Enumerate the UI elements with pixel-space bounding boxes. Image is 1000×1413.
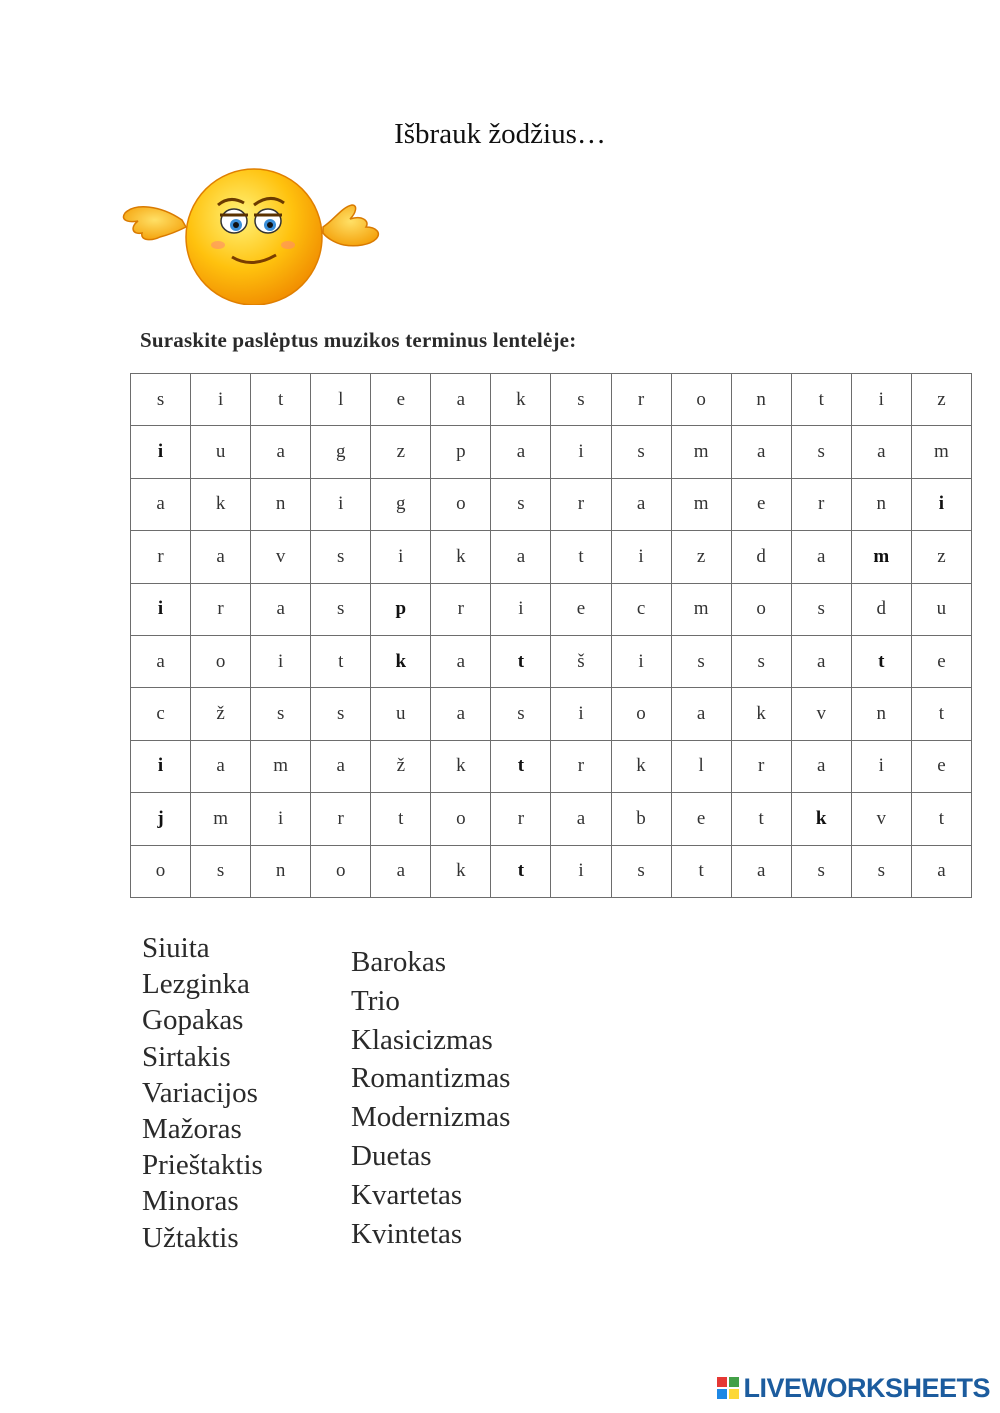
grid-cell[interactable]: a bbox=[431, 374, 491, 426]
grid-cell[interactable]: t bbox=[731, 793, 791, 845]
grid-row bbox=[131, 845, 972, 897]
liveworksheets-logo-icon bbox=[717, 1377, 739, 1399]
grid-cell[interactable]: a bbox=[131, 635, 191, 687]
grid-cell[interactable]: o bbox=[431, 793, 491, 845]
grid-cell[interactable]: t bbox=[491, 740, 551, 792]
grid-cell[interactable]: e bbox=[911, 635, 971, 687]
grid-cell[interactable]: t bbox=[251, 374, 311, 426]
grid-cell[interactable]: i bbox=[251, 793, 311, 845]
grid-cell[interactable]: s bbox=[611, 426, 671, 478]
grid-cell[interactable]: g bbox=[371, 478, 431, 530]
grid-cell[interactable]: c bbox=[131, 688, 191, 740]
grid-cell[interactable]: a bbox=[851, 426, 911, 478]
grid-row bbox=[131, 688, 972, 740]
grid-cell[interactable]: s bbox=[791, 426, 851, 478]
word-item: Sirtakis bbox=[142, 1040, 231, 1073]
grid-row bbox=[131, 740, 972, 792]
grid-cell[interactable]: k bbox=[191, 478, 251, 530]
grid-cell[interactable]: s bbox=[731, 635, 791, 687]
grid-cell[interactable]: i bbox=[611, 635, 671, 687]
word-search-grid bbox=[130, 373, 972, 898]
grid-cell[interactable]: r bbox=[551, 740, 611, 792]
grid-cell[interactable]: a bbox=[251, 583, 311, 635]
grid-cell[interactable]: l bbox=[671, 740, 731, 792]
grid-cell[interactable]: r bbox=[431, 583, 491, 635]
grid-cell[interactable]: b bbox=[611, 793, 671, 845]
grid-cell[interactable]: m bbox=[911, 426, 971, 478]
grid-cell[interactable]: a bbox=[491, 531, 551, 583]
grid-cell[interactable]: i bbox=[851, 374, 911, 426]
grid-cell[interactable]: i bbox=[551, 426, 611, 478]
grid-cell[interactable]: i bbox=[191, 374, 251, 426]
grid-cell[interactable]: i bbox=[491, 583, 551, 635]
grid-row bbox=[131, 583, 972, 635]
grid-cell[interactable]: v bbox=[791, 688, 851, 740]
grid-cell[interactable]: n bbox=[251, 478, 311, 530]
grid-cell[interactable]: a bbox=[491, 426, 551, 478]
grid-cell[interactable]: z bbox=[911, 374, 971, 426]
grid-cell[interactable]: a bbox=[551, 793, 611, 845]
grid-row bbox=[131, 426, 972, 478]
grid-cell[interactable]: i bbox=[911, 478, 971, 530]
grid-cell[interactable]: m bbox=[671, 478, 731, 530]
grid-cell[interactable]: m bbox=[671, 426, 731, 478]
grid-cell[interactable]: r bbox=[791, 478, 851, 530]
word-item: Trio bbox=[351, 984, 400, 1017]
grid-cell[interactable]: a bbox=[131, 478, 191, 530]
grid-cell[interactable]: t bbox=[551, 531, 611, 583]
grid-cell[interactable]: a bbox=[431, 635, 491, 687]
grid-cell[interactable]: s bbox=[311, 583, 371, 635]
grid-cell[interactable]: g bbox=[311, 426, 371, 478]
grid-row bbox=[131, 478, 972, 530]
grid-cell[interactable]: m bbox=[191, 793, 251, 845]
grid-cell[interactable]: a bbox=[251, 426, 311, 478]
word-item: Kvintetas bbox=[351, 1217, 463, 1250]
shrugging-emoji-image bbox=[120, 165, 385, 305]
grid-cell[interactable]: s bbox=[311, 531, 371, 583]
word-item: Gopakas bbox=[142, 1004, 244, 1037]
grid-cell[interactable]: ž bbox=[191, 688, 251, 740]
grid-cell[interactable]: s bbox=[851, 845, 911, 897]
grid-cell[interactable]: o bbox=[431, 478, 491, 530]
grid-cell[interactable]: r bbox=[611, 374, 671, 426]
grid-cell[interactable]: u bbox=[371, 688, 431, 740]
grid-cell[interactable]: n bbox=[731, 374, 791, 426]
grid-cell[interactable]: s bbox=[611, 845, 671, 897]
word-item: Romantizmas bbox=[351, 1062, 511, 1095]
grid-row bbox=[131, 374, 972, 426]
grid-cell[interactable]: z bbox=[371, 426, 431, 478]
grid-cell[interactable]: a bbox=[731, 426, 791, 478]
grid-cell[interactable]: i bbox=[131, 740, 191, 792]
grid-cell[interactable]: i bbox=[311, 478, 371, 530]
grid-cell[interactable]: n bbox=[851, 478, 911, 530]
grid-cell[interactable]: i bbox=[371, 531, 431, 583]
grid-cell[interactable]: t bbox=[791, 374, 851, 426]
word-list-column-1 bbox=[142, 930, 263, 1256]
grid-cell[interactable]: i bbox=[551, 845, 611, 897]
grid-cell[interactable]: d bbox=[851, 583, 911, 635]
grid-cell[interactable]: t bbox=[851, 635, 911, 687]
word-item: Barokas bbox=[351, 946, 447, 978]
word-item: Minoras bbox=[142, 1185, 239, 1218]
grid-cell[interactable]: m bbox=[851, 531, 911, 583]
grid-cell[interactable]: e bbox=[911, 740, 971, 792]
grid-cell[interactable]: s bbox=[251, 688, 311, 740]
grid-cell[interactable]: a bbox=[431, 688, 491, 740]
brand-name: LIVEWORKSHEETS bbox=[743, 1372, 990, 1403]
grid-cell[interactable]: s bbox=[791, 583, 851, 635]
grid-cell[interactable]: m bbox=[671, 583, 731, 635]
grid-cell[interactable]: r bbox=[311, 793, 371, 845]
grid-cell[interactable]: a bbox=[791, 531, 851, 583]
word-item: Siuita bbox=[142, 932, 210, 964]
word-item: Duetas bbox=[351, 1139, 432, 1172]
grid-cell[interactable]: r bbox=[131, 531, 191, 583]
grid-cell[interactable]: k bbox=[431, 845, 491, 897]
grid-cell[interactable]: z bbox=[911, 531, 971, 583]
grid-cell[interactable]: i bbox=[851, 740, 911, 792]
grid-cell[interactable]: k bbox=[431, 531, 491, 583]
grid-cell[interactable]: t bbox=[911, 688, 971, 740]
grid-cell[interactable]: r bbox=[491, 793, 551, 845]
grid-cell[interactable]: p bbox=[371, 583, 431, 635]
grid-cell[interactable]: a bbox=[191, 531, 251, 583]
grid-cell[interactable]: s bbox=[131, 374, 191, 426]
grid-cell[interactable]: k bbox=[791, 793, 851, 845]
grid-cell[interactable]: o bbox=[131, 845, 191, 897]
grid-cell[interactable]: š bbox=[551, 635, 611, 687]
grid-cell[interactable]: v bbox=[851, 793, 911, 845]
grid-cell[interactable]: m bbox=[251, 740, 311, 792]
word-list-column-2 bbox=[351, 943, 510, 1253]
grid-cell[interactable]: r bbox=[731, 740, 791, 792]
page-title: Išbrauk žodžius… bbox=[394, 118, 606, 150]
word-item: Užtaktis bbox=[142, 1221, 239, 1254]
grid-cell[interactable]: v bbox=[251, 531, 311, 583]
grid-cell[interactable]: a bbox=[311, 740, 371, 792]
word-item: Variacijos bbox=[142, 1076, 258, 1109]
grid-cell[interactable]: t bbox=[491, 635, 551, 687]
grid-row bbox=[131, 635, 972, 687]
grid-cell[interactable]: ž bbox=[371, 740, 431, 792]
grid-cell[interactable]: t bbox=[311, 635, 371, 687]
liveworksheets-brand bbox=[717, 1373, 990, 1403]
word-item: Prieštaktis bbox=[142, 1149, 263, 1182]
grid-cell[interactable]: a bbox=[191, 740, 251, 792]
grid-cell[interactable]: e bbox=[371, 374, 431, 426]
grid-cell[interactable]: a bbox=[791, 635, 851, 687]
grid-cell[interactable]: j bbox=[131, 793, 191, 845]
grid-cell[interactable]: u bbox=[191, 426, 251, 478]
grid-cell[interactable]: a bbox=[791, 740, 851, 792]
instruction-text: Suraskite paslėptus muzikos terminus lentelėje: bbox=[140, 328, 577, 352]
grid-cell[interactable]: r bbox=[191, 583, 251, 635]
grid-cell[interactable]: k bbox=[731, 688, 791, 740]
grid-cell[interactable]: k bbox=[491, 374, 551, 426]
grid-cell[interactable]: o bbox=[191, 635, 251, 687]
grid-cell[interactable]: t bbox=[371, 793, 431, 845]
grid-cell[interactable]: t bbox=[911, 793, 971, 845]
grid-cell[interactable]: a bbox=[911, 845, 971, 897]
grid-cell[interactable]: i bbox=[131, 426, 191, 478]
grid-cell[interactable]: o bbox=[611, 688, 671, 740]
grid-cell[interactable]: d bbox=[731, 531, 791, 583]
grid-cell[interactable]: t bbox=[671, 845, 731, 897]
word-item: Kvartetas bbox=[351, 1178, 463, 1211]
word-item: Klasicizmas bbox=[351, 1023, 493, 1056]
grid-cell[interactable]: e bbox=[671, 793, 731, 845]
grid-cell[interactable]: s bbox=[491, 478, 551, 530]
grid-cell[interactable]: a bbox=[671, 688, 731, 740]
grid-cell[interactable]: l bbox=[311, 374, 371, 426]
grid-row bbox=[131, 531, 972, 583]
grid-cell[interactable]: i bbox=[251, 635, 311, 687]
grid-row bbox=[131, 793, 972, 845]
grid-cell[interactable]: s bbox=[791, 845, 851, 897]
grid-cell[interactable]: i bbox=[611, 531, 671, 583]
grid-cell[interactable]: e bbox=[731, 478, 791, 530]
grid-cell[interactable]: k bbox=[431, 740, 491, 792]
grid-cell[interactable]: o bbox=[671, 374, 731, 426]
word-item: Lezginka bbox=[142, 968, 250, 1001]
grid-cell[interactable]: o bbox=[311, 845, 371, 897]
grid-cell[interactable]: t bbox=[491, 845, 551, 897]
grid-cell[interactable]: s bbox=[491, 688, 551, 740]
grid-cell[interactable]: i bbox=[131, 583, 191, 635]
grid-cell[interactable]: a bbox=[731, 845, 791, 897]
grid-cell[interactable]: s bbox=[671, 635, 731, 687]
word-item: Mažoras bbox=[142, 1113, 242, 1146]
grid-cell[interactable]: r bbox=[551, 478, 611, 530]
grid-cell[interactable]: i bbox=[551, 688, 611, 740]
grid-cell[interactable]: n bbox=[251, 845, 311, 897]
grid-cell[interactable]: s bbox=[551, 374, 611, 426]
grid-cell[interactable]: a bbox=[371, 845, 431, 897]
grid-cell[interactable]: p bbox=[431, 426, 491, 478]
grid-cell[interactable]: z bbox=[671, 531, 731, 583]
grid-cell[interactable]: u bbox=[911, 583, 971, 635]
grid-cell[interactable]: k bbox=[371, 635, 431, 687]
grid-cell[interactable]: e bbox=[551, 583, 611, 635]
grid-cell[interactable]: a bbox=[611, 478, 671, 530]
grid-cell[interactable]: s bbox=[311, 688, 371, 740]
grid-cell[interactable]: o bbox=[731, 583, 791, 635]
grid-cell[interactable]: c bbox=[611, 583, 671, 635]
grid-cell[interactable]: s bbox=[191, 845, 251, 897]
grid-cell[interactable]: n bbox=[851, 688, 911, 740]
word-item: Modernizmas bbox=[351, 1101, 511, 1134]
grid-cell[interactable]: k bbox=[611, 740, 671, 792]
